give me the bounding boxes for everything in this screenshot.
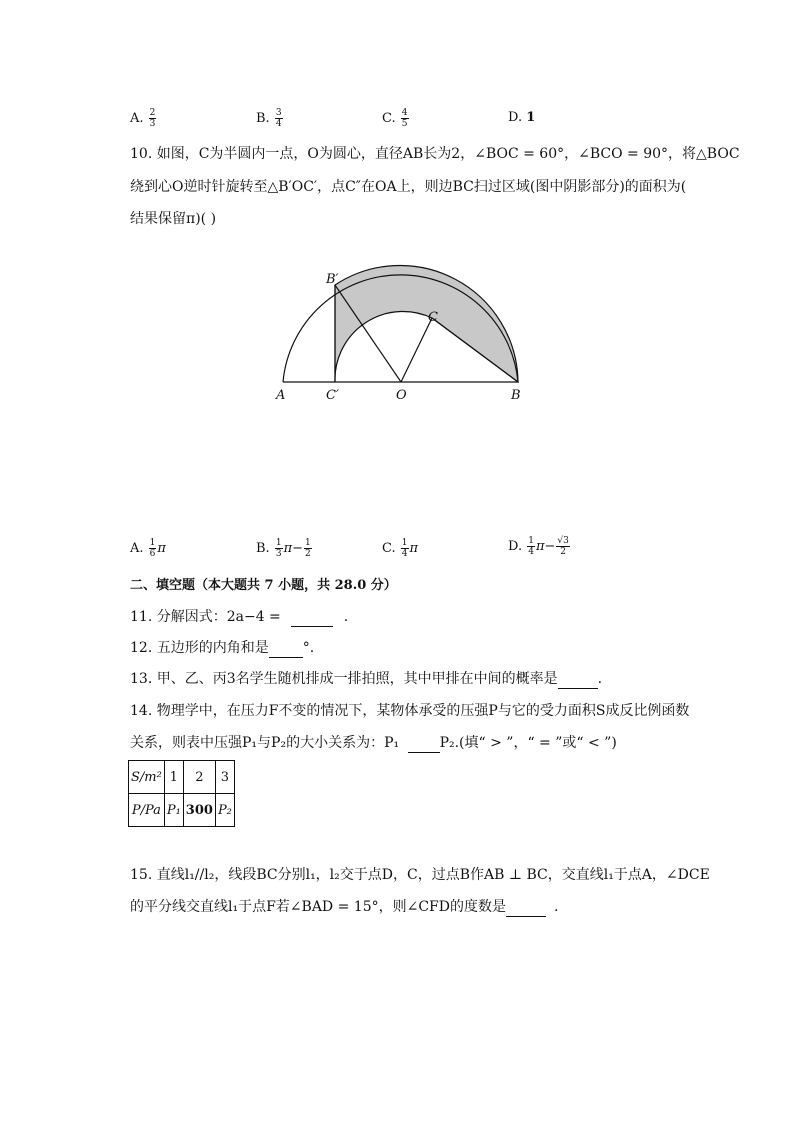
q13-text: 13. 甲、乙、丙3名学生随机排成一排拍照，其中甲排在中间的概率是: [130, 671, 558, 687]
q15-text-a: 的平分线交直线l₁于点F若∠BAD = 15°，则∠CFD的度数是: [130, 899, 506, 915]
q10-line-2: 绕到心O逆时针旋转至△B′OC′，点C″在OA上，则边BC扫过区域(图中阴影部分)的面积为(: [130, 179, 687, 195]
q10-option-c: C. $\frac{1}{4}$ π: [382, 538, 419, 559]
label-a: A: [276, 388, 286, 403]
q14-line-2: [130, 733, 617, 753]
option-label: A.: [130, 541, 144, 556]
semicircle-figure: [270, 250, 540, 410]
answer-blank[interactable]: [291, 612, 333, 627]
fraction: $\frac{1}{4}$: [401, 538, 408, 559]
option-label: A.: [130, 111, 144, 126]
q11-end: .: [343, 609, 349, 625]
q9-option-b: [256, 108, 284, 129]
q14-text-a: 关系，则表中压强P₁与P₂的大小关系为：P₁: [130, 735, 400, 751]
option-label: C.: [382, 111, 396, 126]
fraction: $\frac{4}{5}$: [401, 108, 408, 129]
answer-blank[interactable]: [558, 674, 598, 689]
q10-line-1: 10. 如图，C为半圆内一点，O为圆心，直径AB长为2，∠BOC = 60°，∠BCO = 90°，将△BOC: [130, 146, 740, 162]
q13-end: .: [597, 671, 603, 687]
q15-text-b: .: [553, 899, 559, 915]
label-c: C: [428, 310, 438, 325]
q10-option-a: A. $\frac{1}{6}$ π: [130, 538, 166, 559]
table-cell: S/m²: [129, 761, 165, 794]
answer-blank[interactable]: [269, 643, 303, 658]
q9-option-d: [508, 110, 535, 125]
shaded-region: [335, 265, 518, 382]
label-b-prime: B′: [326, 272, 339, 287]
table-row: [129, 794, 235, 827]
table-row: [129, 761, 235, 794]
segment-o-c: [401, 318, 432, 382]
option-value: 1: [526, 110, 536, 125]
fraction: $\frac{1}{4}$: [528, 536, 534, 557]
table-cell: 3: [215, 761, 234, 794]
table-cell: 2: [183, 761, 215, 794]
q15-line-2: [130, 897, 558, 917]
table-cell: P₁: [164, 794, 183, 827]
q12: [130, 638, 314, 658]
table-cell: 300: [183, 794, 215, 827]
fraction: $\frac{2}{3}$: [149, 108, 156, 129]
q10-option-d: D. $\frac{1}{4}$ π− $\frac{√3}{2}$: [508, 536, 569, 557]
fraction: $\frac{3}{4}$: [275, 108, 282, 129]
q11-text: 11. 分解因式：2a−4 =: [130, 609, 281, 625]
q14-text-b: P₂.(填“ > ”，“ = ”或“ < ”): [439, 735, 617, 751]
q10-option-b: B. $\frac{1}{3}$ π− $\frac{1}{2}$: [256, 538, 311, 559]
q15-line-1: 15. 直线l₁//l₂，线段BC分别l₁，l₂交于点D，C，过点B作AB ⊥ BC，交直线l₁于点A，∠DCE: [130, 867, 710, 883]
label-b: B: [511, 388, 521, 403]
q12-text: 12. 五边形的内角和是: [130, 640, 269, 656]
label-o: O: [396, 388, 407, 403]
option-label: B.: [256, 111, 270, 126]
table-cell: P₂: [215, 794, 234, 827]
option-label: D.: [508, 539, 523, 554]
fraction: $\frac{1}{3}$: [275, 538, 282, 559]
option-label: D.: [508, 110, 523, 125]
q10-line-3: 结果保留π)( ): [130, 211, 217, 227]
table-cell: 1: [164, 761, 183, 794]
fraction: $\frac{1}{2}$: [305, 538, 311, 559]
q12-end: °.: [302, 640, 315, 656]
fraction: $\frac{1}{6}$: [149, 538, 156, 559]
option-label: B.: [256, 541, 270, 556]
answer-blank[interactable]: [408, 738, 440, 753]
fraction: $\frac{√3}{2}$: [557, 536, 569, 557]
answer-blank[interactable]: [506, 902, 546, 917]
q13: [130, 669, 602, 689]
q9-option-a: [130, 108, 157, 129]
q11: [130, 607, 348, 627]
q14-line-1: 14. 物理学中，在压力F不变的情况下，某物体承受的压强P与它的受力面积S成反比例函数: [130, 703, 690, 719]
option-label: C.: [382, 541, 396, 556]
q9-option-c: [382, 108, 410, 129]
label-c-prime: C′: [326, 388, 339, 403]
q14-table: [128, 760, 235, 827]
section-heading: 二、填空题（本大题共 7 小题，共 28.0 分）: [130, 578, 397, 593]
table-cell: P/Pa: [129, 794, 165, 827]
